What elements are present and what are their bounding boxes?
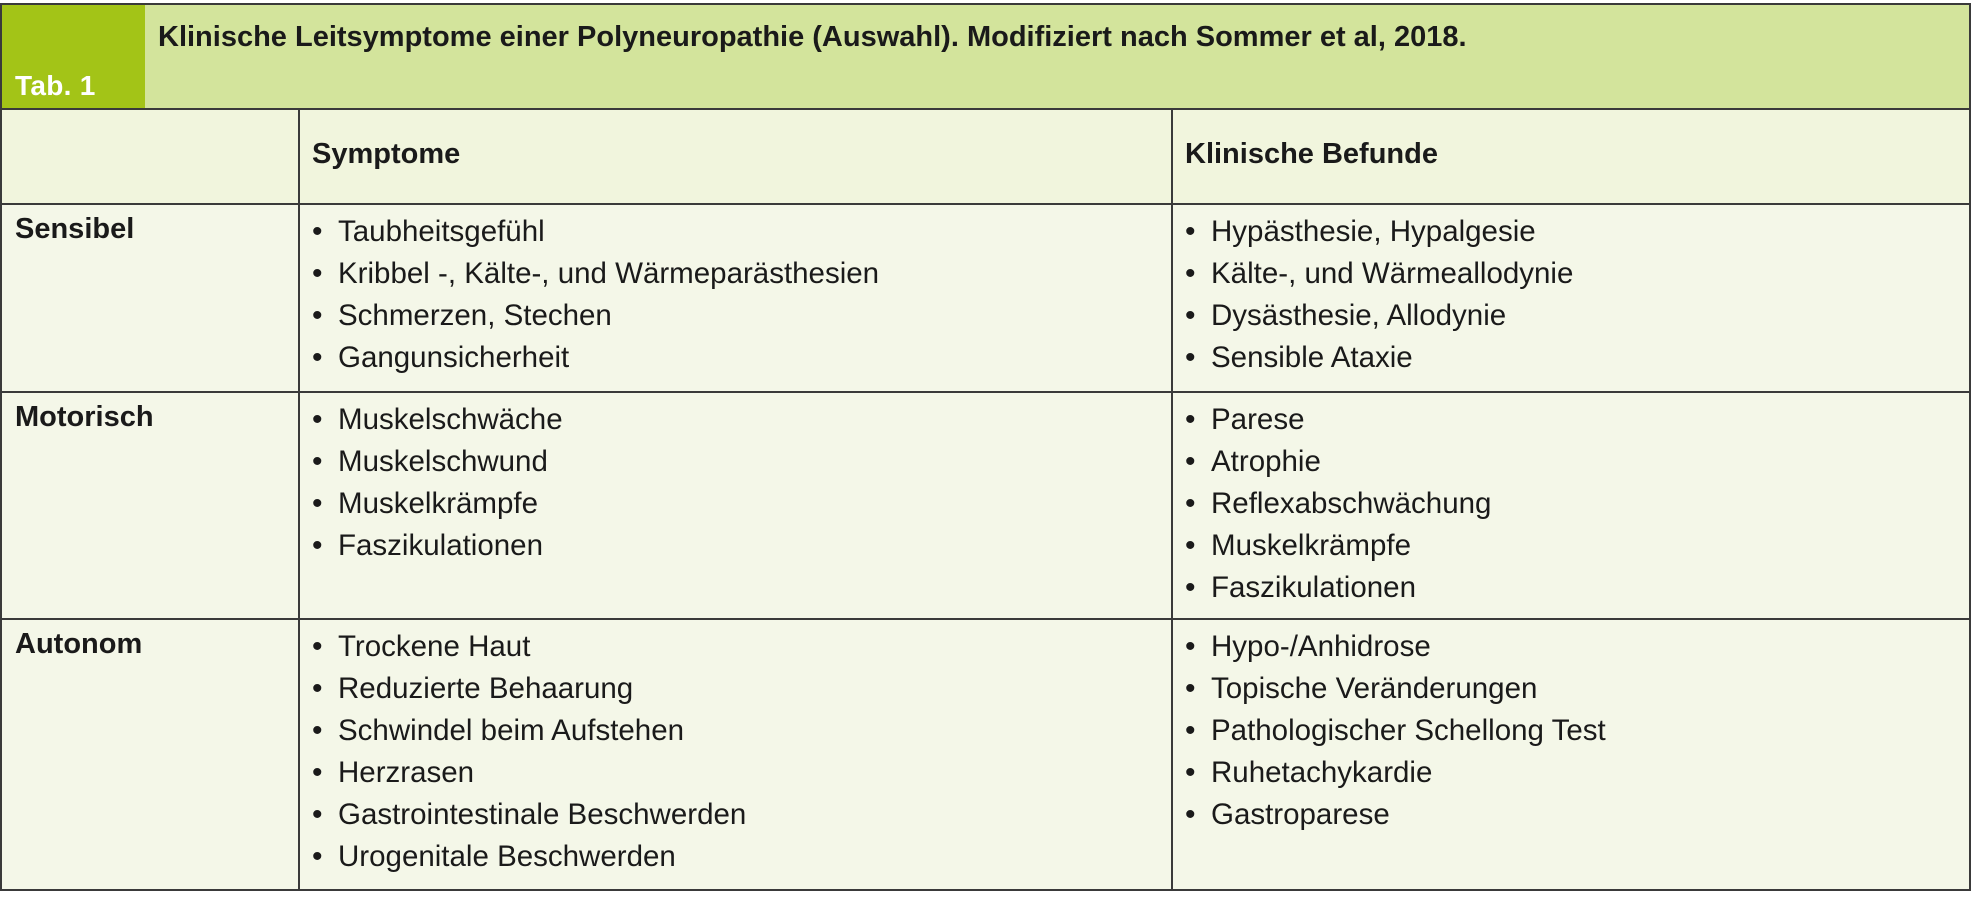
header-cell-befunde xyxy=(1173,110,1969,203)
list-item: • Gastroparese xyxy=(1185,794,1606,836)
list-item: • Kälte-, und Wärmeallodynie xyxy=(1185,253,1573,295)
symptom-table xyxy=(0,3,1971,891)
befunde-list xyxy=(1185,399,1491,609)
list-item: • Hypästhesie, Hypalgesie xyxy=(1185,211,1573,253)
header-label-symptome: Symptome xyxy=(312,138,461,170)
table-number-label: Tab. 1 xyxy=(15,70,96,101)
list-item: • Pathologischer Schellong Test xyxy=(1185,710,1606,752)
befunde-cell xyxy=(1173,205,1969,391)
list-item: • Muskelschwund xyxy=(312,441,563,483)
symptome-cell xyxy=(300,393,1173,618)
list-item: • Gangunsicherheit xyxy=(312,337,879,379)
list-item: • Sensible Ataxie xyxy=(1185,337,1573,379)
list-item: • Faszikulationen xyxy=(312,525,563,567)
symptome-list xyxy=(312,211,879,379)
row-label-cell xyxy=(2,205,300,391)
list-item: • Gastrointestinale Beschwerden xyxy=(312,794,746,836)
header-cell-empty xyxy=(2,110,300,203)
list-item: • Muskelkrämpfe xyxy=(312,483,563,525)
list-item: • Faszikulationen xyxy=(1185,567,1491,609)
table-row xyxy=(2,393,1969,620)
list-item: • Taubheitsgefühl xyxy=(312,211,879,253)
list-item: • Schwindel beim Aufstehen xyxy=(312,710,746,752)
row-label: Motorisch xyxy=(15,401,154,433)
symptome-list xyxy=(312,626,746,878)
symptome-cell xyxy=(300,205,1173,391)
symptome-cell xyxy=(300,620,1173,889)
row-label: Autonom xyxy=(15,628,143,660)
list-item: • Parese xyxy=(1185,399,1491,441)
row-label: Sensibel xyxy=(15,213,135,245)
header-cell-symptome xyxy=(300,110,1173,203)
row-label-cell xyxy=(2,393,300,618)
header-label-befunde: Klinische Befunde xyxy=(1185,138,1438,170)
table-row xyxy=(2,205,1969,393)
row-label-cell xyxy=(2,620,300,889)
symptome-list xyxy=(312,399,563,567)
list-item: • Ruhetachykardie xyxy=(1185,752,1606,794)
list-item: • Muskelkrämpfe xyxy=(1185,525,1491,567)
list-item: • Reflexabschwächung xyxy=(1185,483,1491,525)
list-item: • Trockene Haut xyxy=(312,626,746,668)
table-body xyxy=(2,110,1969,889)
list-item: • Dysästhesie, Allodynie xyxy=(1185,295,1573,337)
table-header-row xyxy=(2,110,1969,205)
list-item: • Atrophie xyxy=(1185,441,1491,483)
table-title: Klinische Leitsymptome einer Polyneuropathie (Auswahl). Modifiziert nach Sommer et al, 2018. xyxy=(158,21,1467,53)
table-caption xyxy=(2,5,1969,110)
list-item: • Herzrasen xyxy=(312,752,746,794)
list-item: • Muskelschwäche xyxy=(312,399,563,441)
befunde-cell xyxy=(1173,393,1969,618)
befunde-list xyxy=(1185,211,1573,379)
list-item: • Reduzierte Behaarung xyxy=(312,668,746,710)
befunde-cell xyxy=(1173,620,1969,889)
list-item: • Hypo-/Anhidrose xyxy=(1185,626,1606,668)
list-item: • Topische Veränderungen xyxy=(1185,668,1606,710)
list-item: • Urogenitale Beschwerden xyxy=(312,836,746,878)
table-number-badge xyxy=(2,5,145,108)
table-row xyxy=(2,620,1969,889)
befunde-list xyxy=(1185,626,1606,836)
list-item: • Schmerzen, Stechen xyxy=(312,295,879,337)
list-item: • Kribbel -, Kälte-, und Wärmeparästhesien xyxy=(312,253,879,295)
